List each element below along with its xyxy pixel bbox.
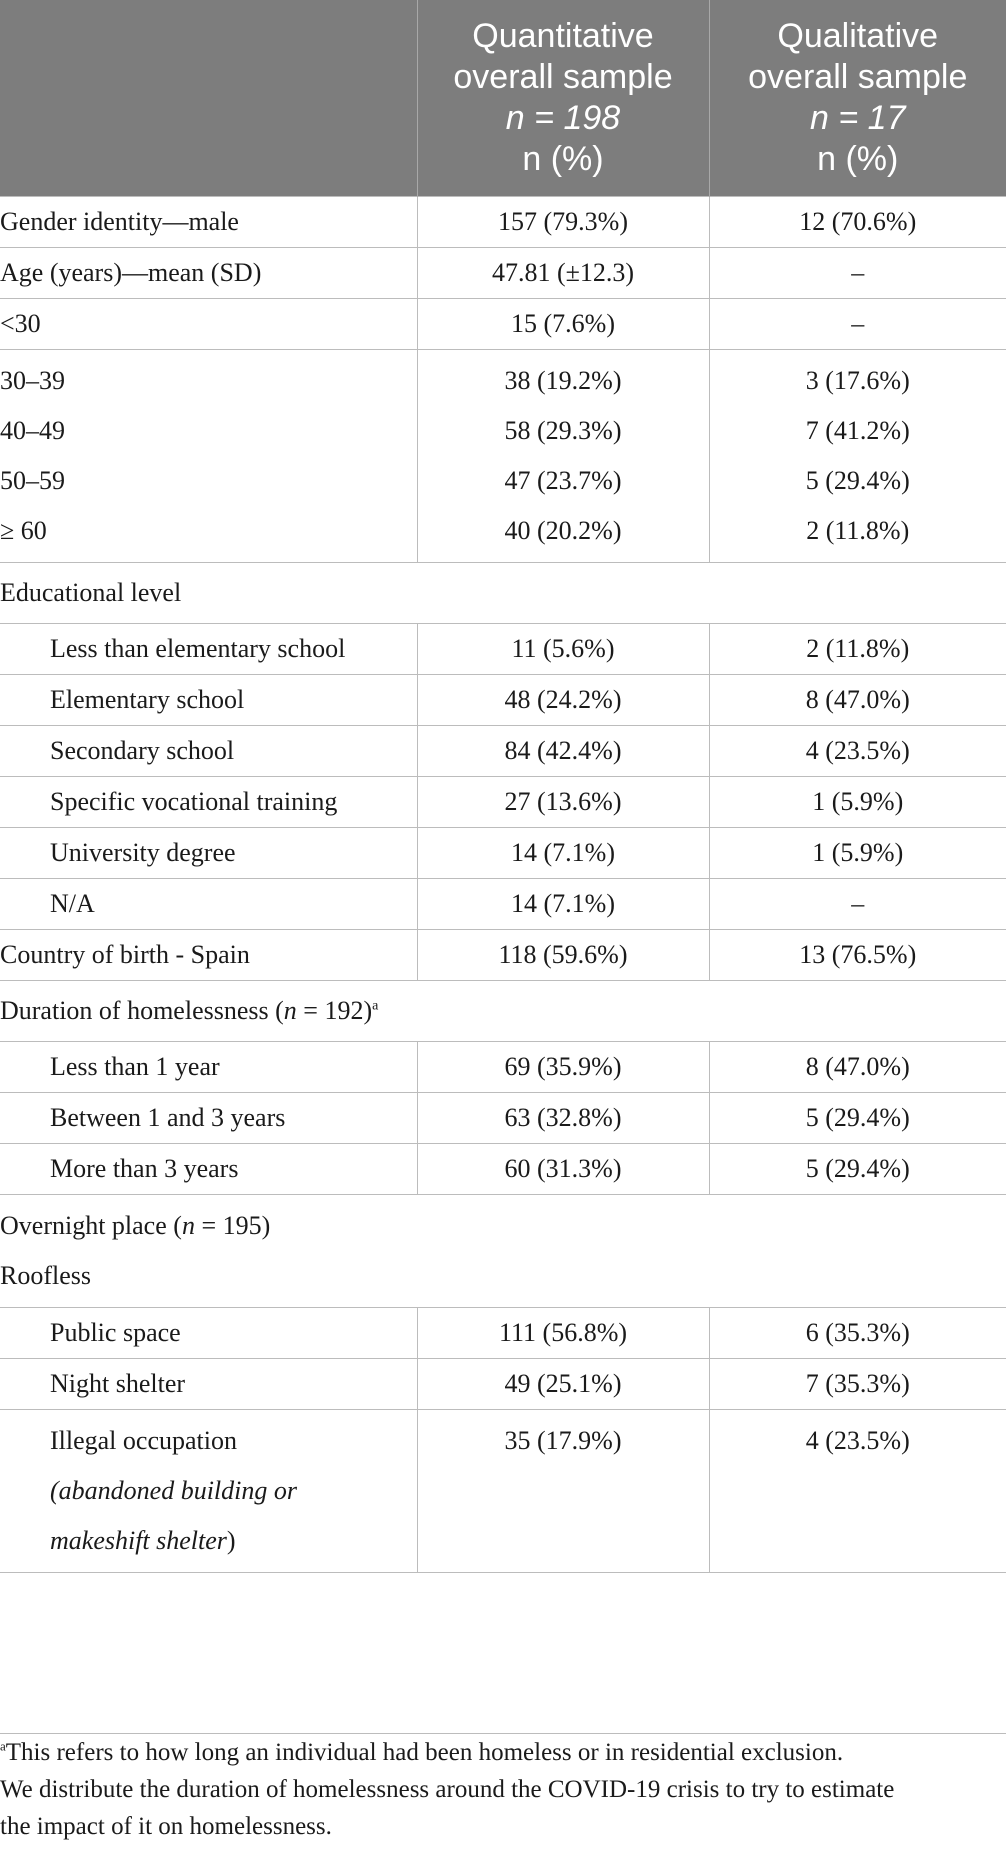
section-label: Educational level xyxy=(0,578,182,607)
table-row xyxy=(0,248,1006,299)
qualitative-value: 3 (17.6%) xyxy=(805,366,910,395)
row-label-detail: (abandoned building or xyxy=(50,1476,297,1505)
row-label: Country of birth - Spain xyxy=(0,940,250,969)
qualitative-value: 5 (29.4%) xyxy=(805,466,910,495)
row-label-detail-line2 xyxy=(50,1516,417,1566)
row-label: 50–59 xyxy=(0,466,65,495)
quantitative-value: 69 (35.9%) xyxy=(504,1052,622,1081)
table-row-age-groups xyxy=(0,350,1006,563)
row-label: Elementary school xyxy=(50,685,245,714)
section-label-prefix: Duration of homelessness ( xyxy=(0,996,284,1025)
table-row xyxy=(0,930,1006,981)
row-label: Night shelter xyxy=(50,1369,186,1398)
row-label-detail-close: ) xyxy=(226,1526,236,1555)
qualitative-value: 2 (11.8%) xyxy=(806,634,910,663)
qualitative-value: 5 (29.4%) xyxy=(805,1154,910,1183)
header-q-line2: overall sample xyxy=(453,58,673,96)
quantitative-value: 118 (59.6%) xyxy=(498,940,628,969)
header-q-line1: Quantitative xyxy=(472,17,654,55)
row-label: Illegal occupation xyxy=(50,1426,237,1455)
header-ql-line2: overall sample xyxy=(748,58,968,96)
quantitative-value: 14 (7.1%) xyxy=(511,838,615,867)
header-row xyxy=(0,0,1006,197)
section-label-n: n xyxy=(283,996,297,1025)
row-label: Specific vocational training xyxy=(50,787,338,816)
section-header-duration xyxy=(0,981,1006,1042)
table-row xyxy=(0,1093,1006,1144)
header-ql-line1: Qualitative xyxy=(777,17,939,55)
qualitative-value: 7 (35.3%) xyxy=(805,1369,910,1398)
section-label-rest: = 195) xyxy=(194,1211,271,1240)
row-label: Age (years)—mean (SD) xyxy=(0,258,262,287)
section-label-n: n xyxy=(181,1211,195,1240)
row-label: ≥ 60 xyxy=(0,516,47,545)
qualitative-value: 8 (47.0%) xyxy=(805,685,910,714)
qualitative-value: 7 (41.2%) xyxy=(805,416,910,445)
row-label: University degree xyxy=(50,838,236,867)
row-label: Public space xyxy=(50,1318,181,1347)
quantitative-value: 60 (31.3%) xyxy=(504,1154,622,1183)
qualitative-value: 13 (76.5%) xyxy=(799,940,917,969)
quantitative-value: 47.81 (±12.3) xyxy=(491,258,635,287)
table-row xyxy=(0,299,1006,350)
footnote-text: This refers to how long an individual had been homeless or in residential exclusion. xyxy=(5,1739,844,1766)
header-q-line4: n (%) xyxy=(522,140,604,178)
subsection-label-roofless: Roofless xyxy=(0,1261,91,1290)
quantitative-value: 15 (7.6%) xyxy=(511,309,615,338)
table-row xyxy=(0,1359,1006,1410)
qualitative-value: 6 (35.3%) xyxy=(805,1318,910,1347)
header-qualitative xyxy=(709,0,1006,197)
qualitative-value: 2 (11.8%) xyxy=(806,516,910,545)
qualitative-value: – xyxy=(851,309,865,338)
header-q-line3: n = 198 xyxy=(505,99,621,137)
section-label-rest: = 192) xyxy=(296,996,373,1025)
qualitative-value: 5 (29.4%) xyxy=(805,1103,910,1132)
table-row xyxy=(0,624,1006,675)
header-blank xyxy=(0,0,417,197)
quantitative-value: 35 (17.9%) xyxy=(504,1426,622,1455)
qualitative-value: 8 (47.0%) xyxy=(805,1052,910,1081)
quantitative-value: 47 (23.7%) xyxy=(504,466,622,495)
qualitative-value: 12 (70.6%) xyxy=(799,207,917,236)
table-row xyxy=(0,879,1006,930)
table-row xyxy=(0,828,1006,879)
row-label: Secondary school xyxy=(50,736,235,765)
row-label: <30 xyxy=(0,309,41,338)
quantitative-value: 58 (29.3%) xyxy=(504,416,622,445)
section-header-education xyxy=(0,563,1006,624)
row-label-detail-text: makeshift shelter xyxy=(50,1526,227,1555)
qualitative-value: 1 (5.9%) xyxy=(812,838,904,867)
section-label xyxy=(0,1201,1006,1251)
qualitative-value: 4 (23.5%) xyxy=(805,736,910,765)
table-row xyxy=(0,675,1006,726)
table-footnote xyxy=(0,1733,1006,1845)
row-label: 30–39 xyxy=(0,366,65,395)
quantitative-value: 84 (42.4%) xyxy=(504,736,622,765)
table-row xyxy=(0,1308,1006,1359)
qualitative-value: 4 (23.5%) xyxy=(805,1426,910,1455)
quantitative-value: 14 (7.1%) xyxy=(511,889,615,918)
row-label: Between 1 and 3 years xyxy=(50,1103,286,1132)
row-label: Gender identity—male xyxy=(0,207,239,236)
row-label: N/A xyxy=(50,889,95,918)
section-label-prefix: Overnight place ( xyxy=(0,1211,182,1240)
qualitative-value: 1 (5.9%) xyxy=(812,787,904,816)
table-row xyxy=(0,777,1006,828)
section-header-overnight xyxy=(0,1195,1006,1308)
footnote-line: We distribute the duration of homelessness around the COVID-19 crisis to try to estimate xyxy=(0,1776,895,1803)
table-row-illegal-occupation xyxy=(0,1410,1006,1573)
header-quantitative xyxy=(417,0,709,197)
footnote-marker: a xyxy=(0,1738,6,1754)
header-ql-line3: n = 17 xyxy=(810,99,906,137)
table-row xyxy=(0,1144,1006,1195)
quantitative-value: 48 (24.2%) xyxy=(504,685,622,714)
footnote-marker: a xyxy=(372,998,379,1014)
quantitative-value: 38 (19.2%) xyxy=(504,366,622,395)
quantitative-value: 157 (79.3%) xyxy=(498,207,628,236)
table-row xyxy=(0,197,1006,248)
footnote-line xyxy=(0,1734,1006,1771)
qualitative-value: – xyxy=(851,889,865,918)
footnote-line: the impact of it on homelessness. xyxy=(0,1813,332,1840)
quantitative-value: 11 (5.6%) xyxy=(511,634,615,663)
quantitative-value: 49 (25.1%) xyxy=(504,1369,622,1398)
row-label: Less than elementary school xyxy=(50,634,346,663)
quantitative-value: 27 (13.6%) xyxy=(504,787,622,816)
header-ql-line4: n (%) xyxy=(817,140,899,178)
row-label: 40–49 xyxy=(0,416,65,445)
qualitative-value: – xyxy=(851,258,865,287)
quantitative-value: 63 (32.8%) xyxy=(504,1103,622,1132)
table-row xyxy=(0,1042,1006,1093)
section-label xyxy=(0,986,1006,1036)
quantitative-value: 40 (20.2%) xyxy=(504,516,622,545)
quantitative-value: 111 (56.8%) xyxy=(498,1318,628,1347)
table-row xyxy=(0,726,1006,777)
row-label: Less than 1 year xyxy=(50,1052,220,1081)
row-label: More than 3 years xyxy=(50,1154,239,1183)
